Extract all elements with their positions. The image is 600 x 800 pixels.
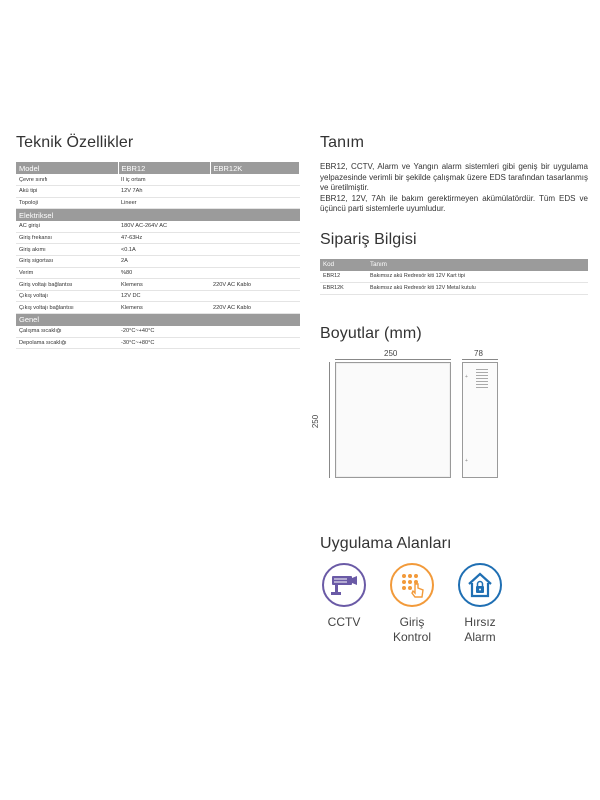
vent-slot xyxy=(476,384,488,385)
spec-group-row xyxy=(16,209,300,221)
spec-cell: Lineer xyxy=(118,197,210,209)
side-view xyxy=(462,362,498,478)
table-row xyxy=(320,271,588,283)
applications-title: Uygulama Alanları xyxy=(320,534,452,552)
spec-cell xyxy=(210,267,300,279)
order-title: Sipariş Bilgisi xyxy=(320,230,417,248)
spec-cell xyxy=(210,244,300,256)
right-column xyxy=(311,134,588,645)
table-row xyxy=(16,290,300,302)
table-row xyxy=(16,197,300,209)
application-label: CCTV xyxy=(327,614,361,629)
spec-cell: Akü tipi xyxy=(16,186,118,198)
spec-cell: Giriş frekansı xyxy=(16,232,118,244)
vent-slot xyxy=(476,378,488,379)
table-row xyxy=(16,326,300,338)
spec-cell: 47-63Hz xyxy=(118,232,210,244)
spec-cell xyxy=(210,337,300,349)
spec-cell: Klemens xyxy=(118,302,210,314)
spec-cell xyxy=(210,186,300,198)
screw-icon: + xyxy=(465,373,468,380)
spec-group-row xyxy=(16,314,300,326)
order-header-description: Tanım xyxy=(367,259,588,271)
vent-slot xyxy=(476,387,488,388)
spec-cell: 2A xyxy=(118,256,210,268)
order-code: EBR12K xyxy=(320,283,367,295)
order-description: Bakımsız akü Redresör kiti 12V Metal kutulu xyxy=(367,283,588,295)
order-code: EBR12 xyxy=(320,271,367,283)
vent-slot xyxy=(476,369,488,370)
spec-cell xyxy=(210,232,300,244)
spec-cell xyxy=(210,290,300,302)
spec-cell: II iç ortam xyxy=(118,174,210,186)
spec-cell: Çıkış voltajı xyxy=(16,290,118,302)
spec-cell: Giriş sigortası xyxy=(16,256,118,268)
spec-header-cell: Model xyxy=(16,162,118,174)
spec-cell: -30°C~+80°C xyxy=(118,337,210,349)
spec-cell: Verim xyxy=(16,267,118,279)
depth-label: 78 xyxy=(474,348,483,358)
table-row xyxy=(320,283,588,295)
spec-cell: Çalışma sıcaklığı xyxy=(16,326,118,338)
spec-cell: Topoloji xyxy=(16,197,118,209)
dimensions-title: Boyutlar (mm) xyxy=(320,324,422,342)
spec-cell: 220V AC Kablo xyxy=(210,279,300,291)
front-view xyxy=(335,362,451,478)
spec-cell: 220V AC Kablo xyxy=(210,302,300,314)
order-description: Bakımsız akü Redresör kiti 12V Kart tipi xyxy=(367,271,588,283)
spec-table xyxy=(16,162,300,349)
height-label: 250 xyxy=(311,414,321,429)
width-dimension-line xyxy=(335,359,451,360)
spec-cell: -20°C~+40°C xyxy=(118,326,210,338)
table-row xyxy=(16,302,300,314)
spec-cell: 180V AC-264V AC xyxy=(118,221,210,233)
description-paragraph-2: EBR12, 12V, 7Ah ile bakım gerektirmeyen akümülatördür. Tüm EDS ve üçüncü parti sistemlerle uyumludur. xyxy=(320,193,588,214)
spec-header-cell: EBR12K xyxy=(210,162,300,174)
spec-cell: 12V DC xyxy=(118,290,210,302)
spec-title: Teknik Özellikler xyxy=(16,134,134,151)
spec-cell: Klemens xyxy=(118,279,210,291)
application-burglar-alarm xyxy=(456,563,504,645)
application-access-control xyxy=(388,563,436,645)
spec-cell: %80 xyxy=(118,267,210,279)
cctv-camera-icon xyxy=(322,563,366,607)
order-header-code: Kod xyxy=(320,259,367,271)
spec-cell xyxy=(210,197,300,209)
description-title: Tanım xyxy=(320,134,365,151)
keypad-icon xyxy=(390,563,434,607)
spec-cell: Giriş voltajı bağlantısı xyxy=(16,279,118,291)
spec-cell: Depolama sıcaklığı xyxy=(16,337,118,349)
spec-cell xyxy=(210,256,300,268)
table-row xyxy=(16,232,300,244)
table-row xyxy=(16,174,300,186)
table-row xyxy=(16,256,300,268)
height-dimension-line xyxy=(329,362,330,478)
table-row xyxy=(16,267,300,279)
application-label: Hırsız Alarm xyxy=(464,614,496,644)
table-row xyxy=(16,279,300,291)
spec-section xyxy=(16,134,300,349)
spec-cell: Çıkış voltajı bağlantısı xyxy=(16,302,118,314)
description-paragraph-1: EBR12, CCTV, Alarm ve Yangın alarm sistemleri gibi geniş bir uygulama yelpazesinde verimli bir şekilde çalışmak üzere EDS tarafından tasarlanmış ve üretilmiştir. xyxy=(320,162,588,193)
table-row xyxy=(16,337,300,349)
spec-cell xyxy=(210,221,300,233)
description-text xyxy=(320,162,588,215)
house-lock-icon xyxy=(458,563,502,607)
applications-list xyxy=(320,563,588,645)
spec-header-row xyxy=(16,162,300,174)
depth-dimension-line xyxy=(462,359,498,360)
spec-cell: 12V 7Ah xyxy=(118,186,210,198)
table-row xyxy=(16,244,300,256)
dimension-drawing xyxy=(311,348,588,491)
spec-cell: Çevre sınıfı xyxy=(16,174,118,186)
spec-header-cell: EBR12 xyxy=(118,162,210,174)
table-row xyxy=(16,221,300,233)
spec-cell xyxy=(210,174,300,186)
vent-slot xyxy=(476,375,488,376)
order-table xyxy=(320,259,588,295)
application-cctv xyxy=(320,563,368,645)
order-header-row xyxy=(320,259,588,271)
spec-cell xyxy=(210,326,300,338)
vent-slot xyxy=(476,381,488,382)
width-label: 250 xyxy=(384,348,398,358)
screw-icon: + xyxy=(465,457,468,464)
vent-slot xyxy=(476,372,488,373)
spec-cell: <0.1A xyxy=(118,244,210,256)
spec-group-label: Elektriksel xyxy=(16,209,300,221)
spec-cell: AC girişi xyxy=(16,221,118,233)
table-row xyxy=(16,186,300,198)
application-label: Giriş Kontrol xyxy=(392,614,432,644)
spec-group-label: Genel xyxy=(16,314,300,326)
spec-cell: Giriş akımı xyxy=(16,244,118,256)
